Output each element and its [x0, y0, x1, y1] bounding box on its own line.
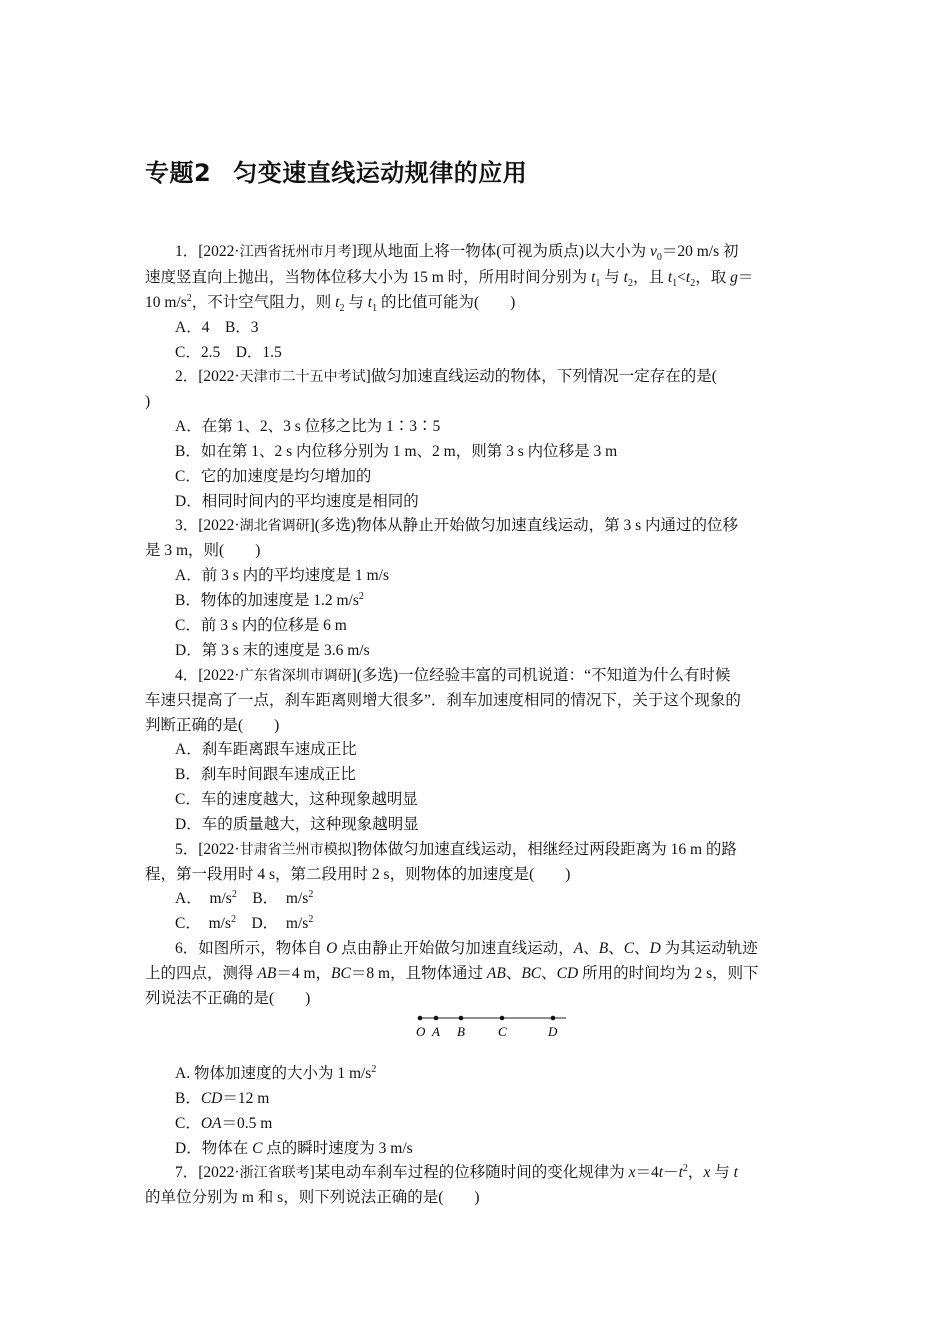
q1-options-ab: A．4 B．3: [175, 319, 259, 336]
q4-option-a: A．刹车距离跟车速成正比: [175, 741, 357, 758]
point-c: [500, 1016, 505, 1021]
q7-line-2: 的单位分别为 m 和 s，则下列说法正确的是( ): [145, 1189, 480, 1206]
q2-line-1: 2．[2022·天津市二十五中考试]做匀加速直线运动的物体，下列情况一定存在的是(: [175, 368, 717, 385]
q5-line-1: 5．[2022·甘肃省兰州市模拟]物体做匀加速直线运动，相继经过两段距离为 16 m 的路: [175, 841, 737, 858]
q6-option-c: C．OA＝0.5 m: [175, 1115, 273, 1132]
q3-option-d: D．第 3 s 末的速度是 3.6 m/s: [175, 642, 370, 659]
q7-line-1: 7．[2022·浙江省联考]某电动车刹车过程的位移随时间的变化规律为 $x=4t-t^2$，x 与 t: [175, 1162, 738, 1181]
q3-line-1: 3．[2022·湖北省调研](多选)物体从静止开始做匀加速直线运动，第 3 s 内通过的位移: [175, 517, 738, 534]
q2-option-b: B．如在第 1、2 s 内位移分别为 1 m、2 m，则第 3 s 内位移是 3 m: [175, 443, 618, 460]
q4-option-d: D．车的质量越大，这种现象越明显: [175, 816, 419, 833]
q1-options-cd: C．2.5 D．1.5: [175, 344, 282, 361]
q2-option-a: A．在第 1、2、3 s 位移之比为 1∶3∶5: [175, 418, 441, 435]
page-title: 专题2 匀变速直线运动规律的应用: [145, 159, 528, 187]
q6-option-b: B．CD＝12 m: [175, 1090, 270, 1107]
q5-line-2: 程，第一段用时 4 s，第二段用时 2 s，则物体的加速度是( ): [145, 866, 571, 883]
label-c: C: [498, 1024, 507, 1039]
q6-option-a: A. 物体加速度的大小为 1 $m/s^2$: [175, 1063, 377, 1082]
q3-option-b: B．物体的加速度是 1.2 $m/s^2$: [175, 590, 364, 609]
point-a: [434, 1016, 439, 1021]
label-d: D: [548, 1024, 558, 1039]
point-o: [418, 1016, 423, 1021]
q2-line-2: ): [145, 393, 151, 410]
label-o: O: [416, 1024, 426, 1039]
q5-options-ab: A． $m/s^2$ B． $m/s^2$: [175, 888, 314, 907]
q4-option-c: C．车的速度越大，这种现象越明显: [175, 791, 418, 808]
q3-option-a: A．前 3 s 内的平均速度是 1 m/s: [175, 567, 389, 584]
q6-option-d: D．物体在 C 点的瞬时速度为 3 m/s: [175, 1140, 413, 1157]
q6-line-2: 上的四点，测得 AB＝4 m，BC＝8 m，且物体通过 AB、BC、CD 所用的时间均为 2 s，则下: [145, 965, 759, 982]
point-b: [459, 1016, 464, 1021]
q6-line-1: 6．如图所示，物体自 O 点由静止开始做匀加速直线运动，A、B、C、D 为其运动轨迹: [175, 940, 758, 957]
motion-diagram: [410, 1010, 570, 1040]
q4-option-b: B．刹车时间跟车速成正比: [175, 766, 356, 783]
point-d: [551, 1016, 556, 1021]
q5-options-cd: C． $m/s^2$ D． $m/s^2$: [175, 913, 314, 932]
q2-option-c: C．它的加速度是均匀增加的: [175, 468, 372, 485]
q3-line-2: 是 3 m，则( ): [145, 542, 261, 559]
label-b: B: [457, 1024, 465, 1039]
q3-option-c: C．前 3 s 内的位移是 6 m: [175, 617, 347, 634]
q1-line-1: 1．[2022·江西省抚州市月考]现从地面上将一物体(可视为质点)以大小为 $v_0=20$ m/s 初: [175, 243, 739, 264]
q4-line-1: 4．[2022·广东省深圳市调研](多选)一位经验丰富的司机说道：“不知道为什么有时候: [175, 667, 731, 684]
q1-line-2: 速度竖直向上抛出，当物体位移大小为 15 m 时，所用时间分别为 $t_1$ 与 $t_2$，且 $t_1<t_2$，取 g＝: [145, 269, 754, 290]
q2-option-d: D．相同时间内的平均速度是相同的: [175, 493, 419, 510]
label-a: A: [432, 1024, 440, 1039]
q6-line-3: 列说法不正确的是( ): [145, 990, 311, 1007]
q4-line-3: 判断正确的是( ): [145, 717, 280, 734]
q4-line-2: 车速只提高了一点，刹车距离则增大很多”．刹车加速度相同的情况下，关于这个现象的: [145, 692, 741, 709]
q1-line-3: 10 $m/s^2$，不计空气阻力，则 $t_2$ 与 $t_1$ 的比值可能为( ): [145, 292, 516, 315]
